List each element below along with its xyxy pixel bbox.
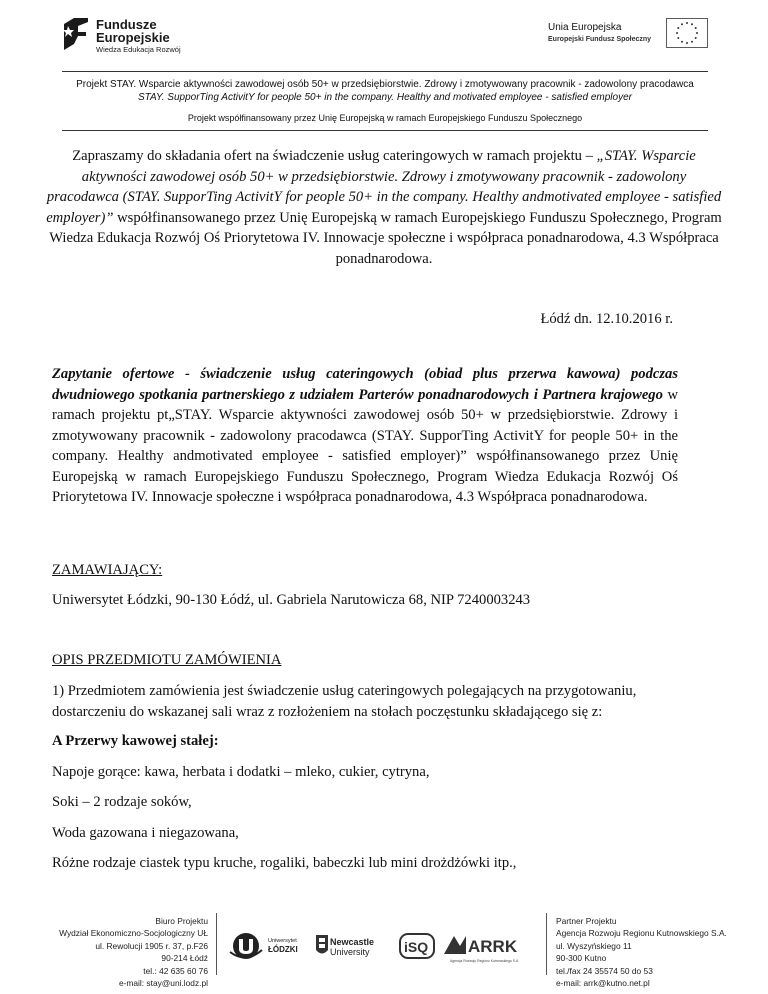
footer-right-line: Agencja Rozwoju Regionu Kutnowskiego S.A. (556, 928, 727, 939)
list-item: Soki – 2 rodzaje soków, (52, 794, 192, 810)
header-divider-top (62, 71, 708, 72)
subject-paragraph-1: 1) Przedmiotem zamówienia jest świadczenie usług cateringowych polegających na przygotowaniu, dostarczeniu do wskazanej sali wraz z rozłożeniem na stołach poczęstunku składającego się z: (52, 683, 637, 720)
uniwersytet-lodzki-logo (230, 933, 298, 959)
header-divider-bottom (62, 130, 708, 131)
footer-left-line: Biuro Projektu (155, 916, 208, 926)
intro-lead: Zapraszamy do składania ofert na świadczenie usług cateringowych w ramach projektu – (72, 148, 597, 164)
fe-logo-line2: Europejskie (96, 30, 170, 45)
fe-star-mark-icon (62, 16, 92, 52)
footer-divider-left (216, 913, 217, 975)
footer-project-partner (556, 915, 756, 989)
newcastle-line1: Newcastle (330, 937, 375, 947)
list-item: Różne rodzaje ciastek typu kruche, rogaliki, babeczki lub mini drożdżówki itp., (52, 855, 517, 871)
footer-partner-logos (228, 924, 540, 968)
fundusze-europejskie-logo (62, 16, 232, 56)
footer-left-line: Wydział Ekonomiczno-Socjologiczny UŁ (59, 928, 208, 939)
intro-tail: współfinansowanego przez Unię Europejską w ramach Europejskiego Funduszu Społecznego, Program Wiedza Edukacja Rozwój Oś Priorytetowa IV. Innowacje społeczne i współpraca ponadnarodowa, 4.3 Współpraca ponadnarodowa. (49, 209, 722, 267)
unia-europejska-logo (548, 18, 708, 50)
project-header-lines (62, 78, 708, 125)
ordering-party-text: Uniwersytet Łódzki, 90-130 Łódź, ul. Gabriela Narutowicza 68, NIP 7240003243 (52, 592, 531, 608)
footer-right-line: ul. Wyszyńskiego 11 (556, 940, 632, 951)
footer-divider-right (546, 913, 547, 975)
footer-left-line: tel.: 42 635 60 76 (143, 965, 208, 976)
subject-heading: OPIS PRZEDMIOTU ZAMÓWIENIA (52, 652, 282, 668)
query-paragraph (52, 364, 678, 508)
footer-right-line: e-mail: arrk@kutno.net.pl (556, 978, 650, 989)
ue-logo-subtitle: Europejski Fundusz Społeczny (548, 36, 652, 43)
list-item: Woda gazowana i niegazowana, (52, 825, 239, 841)
footer-right-line: Partner Projektu (556, 916, 617, 926)
footer-left-line: e-mail: stay@uni.lodz.pl (118, 978, 208, 989)
list-item: Napoje gorące: kawa, herbata i dodatki – mleko, cukier, cytryna, (52, 764, 430, 780)
footer-project-office (30, 915, 208, 989)
newcastle-university-logo (316, 935, 374, 957)
document-date: Łódź dn. 12.10.2016 r. (540, 311, 673, 327)
project-line-pl: Projekt STAY. Wsparcie aktywności zawodowej osób 50+ w przedsiębiorstwie. Zdrowy i zmotywowany pracownik - zadowolony pracodawca (76, 79, 694, 90)
arrk-text: ARRK (468, 937, 518, 956)
fe-logo-line1: Fundusze (96, 17, 157, 32)
ul-logo-small: Uniwersytet (268, 938, 297, 944)
section-a-heading: A Przerwy kawowej stałej: (52, 733, 219, 749)
ordering-party-heading: ZAMAWIAJĄCY: (52, 562, 163, 578)
eu-flag-icon (666, 18, 708, 48)
arrk-logo (444, 936, 519, 963)
intro-paragraph (46, 146, 722, 269)
arrk-subtext: Agencja Rozwoju Regionu Kutnowskiego S.A. (450, 959, 520, 963)
footer-right-line: tel./fax 24 35574 50 do 53 (556, 965, 653, 976)
query-title: Zapytanie ofertowe - świadczenie usług cateringowych (obiad plus przerwa kawowa) podczas dwudniowego spotkania partnerskiego z udziałem Parterów ponadnarodowych i Partnera krajowego (52, 366, 678, 403)
ue-logo-title: Unia Europejska (548, 22, 622, 33)
isq-logo (400, 934, 434, 958)
cofinance-line: Projekt współfinansowany przez Unię Europejską w ramach Europejskiego Funduszu Społecznego (187, 113, 583, 123)
project-line-en: STAY. SupporTing ActivitY for people 50+ in the company. Healthy and motivated employee - satisfied employer (138, 92, 632, 103)
footer-left-line: 90-214 Łódź (161, 953, 208, 964)
isq-text: iSQ (404, 939, 429, 955)
footer-right-line: 90-300 Kutno (556, 953, 607, 964)
intro-italic: „STAY. Wsparcie aktywności zawodowej osób 50+ w przedsiębiorstwie. Zdrowy i zmotywowany pracownik - zadowolony pracodawca (STAY. SupporTing ActivitY for people 50+ in the company. Healthy andmotivated employee - satisfied employer)” (46, 148, 722, 226)
footer-left-line: ul. Rewolucji 1905 r. 37, p.F26 (95, 940, 208, 951)
query-rest: w ramach projektu pt„STAY. Wsparcie aktywności zawodowej osób 50+ w przedsiębiorstwie. Zdrowy i zmotywowany pracownik - zadowolony pracodawca (STAY. SupporTing ActivitY for people 50+ in the company. Healthy andmotivated employee - satisfied employer)” współfinansowanego przez Unię Europejską w ramach Europejskiego Funduszu Społecznego, Program Wiedza Edukacja Rozwój Oś Priorytetowa IV. Innowacje społeczne i współpraca ponadnarodowa, 4.3 Współpraca ponadnarodowa. (52, 386, 678, 505)
newcastle-line2: University (330, 947, 370, 957)
ul-logo-big: ŁÓDZKI (268, 945, 298, 954)
fe-logo-line3: Wiedza Edukacja Rozwój (96, 45, 181, 54)
